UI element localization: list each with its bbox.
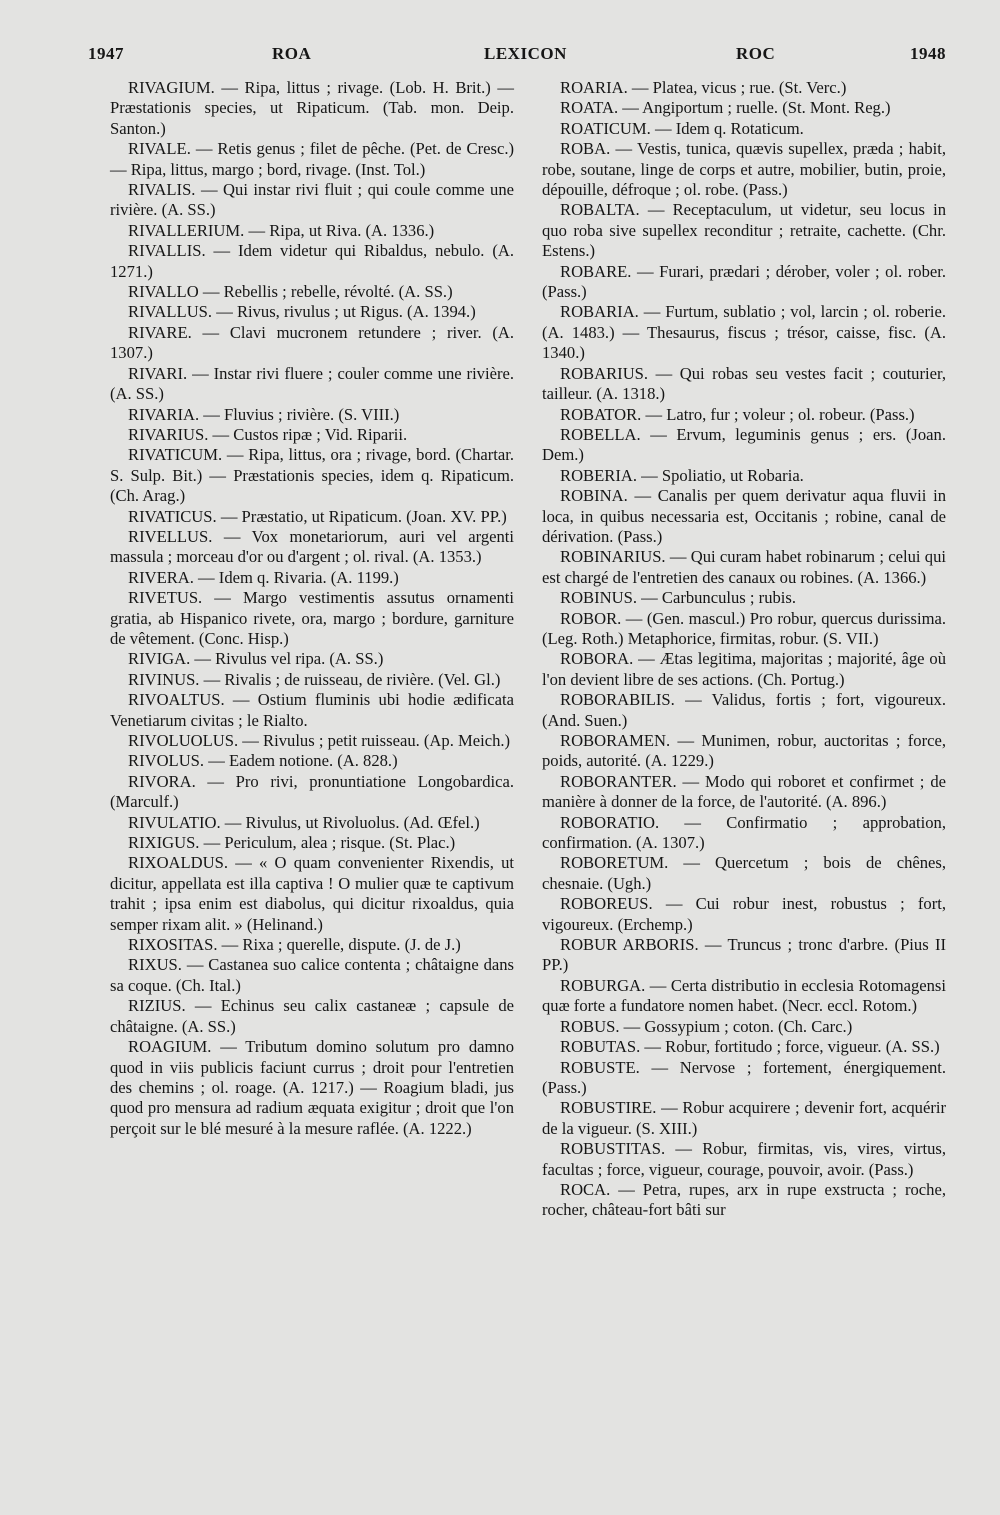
dictionary-entry: ROBINARIUS. — Qui curam habet robinarum ; celui qui est chargé de l'entretien des canaux ou robines. (A. 1366.) [542, 547, 946, 587]
dictionary-entry: ROBUSTIRE. — Robur acquirere ; devenir fort, acquérir de la vigueur. (S. XIII.) [542, 1098, 946, 1138]
dictionary-entry: ROATICUM. — Idem q. Rotaticum. [560, 118, 804, 138]
dictionary-entry: RIVORA. — Pro rivi, pronuntiatione Longobardica. (Marculf.) [110, 771, 514, 812]
dictionary-entry: ROBALTA. — Receptaculum, ut videtur, seu locus in quo roba sive supellex reconditur ; retraite, cachette. (Chr. Estens.) [542, 200, 946, 261]
dictionary-entry: ROCA. — Petra, rupes, arx in rupe exstructa ; roche, rocher, château-fort bâti sur [542, 1179, 946, 1220]
dictionary-entry: RIVAGIUM. — Ripa, littus ; rivage. (Lob. H. Brit.) — Præstationis species, ut Ripaticum. (Tab. mon. Deip. Santon.) [110, 78, 514, 138]
dictionary-entry: RIXOALDUS. — « O quam convenienter Rixendis, ut dicitur, appellata est illa captiva ! O mulier quæ te captivum trahit ; ipsa enim est diabolus, qui dicitur rixoaldus, quia semper rixam alit. » (Helinand.) [110, 853, 514, 934]
dictionary-entry: RIVATICUM. — Ripa, littus, ora ; rivage, bord. (Chartar. S. Sulp. Bit.) — Præstationis species, idem q. Ripaticum. (Ch. Arag.) [110, 445, 514, 506]
dictionary-entry: RIVARE. — Clavi mucronem retundere ; river. (A. 1307.) [110, 322, 514, 363]
dictionary-entry: ROBORETUM. — Quercetum ; bois de chênes, chesnaie. (Ugh.) [542, 853, 946, 893]
dictionary-entry: ROATA. — Angiportum ; ruelle. (St. Mont. Reg.) [560, 98, 891, 118]
dictionary-entry: ROBOREUS. — Cui robur inest, robustus ; fort, vigoureux. (Erchemp.) [542, 894, 946, 934]
dictionary-entry: RIVOALTUS. — Ostium fluminis ubi hodie ædificata Venetiarum civitas ; le Rialto. [110, 690, 514, 730]
dictionary-entry: RIVALLERIUM. — Ripa, ut Riva. (A. 1336.) [128, 220, 435, 240]
dictionary-entry: RIVULATIO. — Rivulus, ut Rivoluolus. (Ad. Œfel.) [128, 812, 480, 832]
dictionary-entry: ROBERIA. — Spoliatio, ut Robaria. [560, 465, 804, 485]
dictionary-entry: ROBINUS. — Carbunculus ; rubis. [560, 588, 796, 608]
dictionary-entry: RIZIUS. — Echinus seu calix castaneæ ; capsule de châtaigne. (A. SS.) [110, 996, 514, 1036]
dictionary-entry: RIVALLUS. — Rivus, rivulus ; ut Rigus. (A. 1394.) [128, 302, 476, 322]
left-guide-word: ROA [272, 44, 312, 63]
dictionary-entry: RIVINUS. — Rivalis ; de ruisseau, de rivière. (Vel. Gl.) [128, 669, 501, 689]
dictionary-entry: RIVELLUS. — Vox monetariorum, auri vel argenti massula ; morceau d'or ou d'argent ; ol. rival. (A. 1353.) [110, 526, 514, 567]
dictionary-entry: RIVETUS. — Margo vestimentis assutus ornamenti gratia, ab Hispanico rivete, ora, margo ; bordure, garniture de vêtement. (Conc. Hisp.) [110, 588, 514, 648]
dictionary-entry: RIXIGUS. — Periculum, alea ; risque. (St. Plac.) [128, 833, 456, 853]
dictionary-entry: ROBINA. — Canalis per quem derivatur aqua fluvii in loca, in quibus necessaria est, Occitanis ; robine, canal de dérivation. (Pass.) [542, 486, 946, 546]
dictionary-entry: ROBARIA. — Furtum, sublatio ; vol, larcin ; ol. roberie. (A. 1483.) — Thesaurus, fiscus ; trésor, caisse, fisc. (A. 1340.) [542, 302, 946, 363]
dictionary-entry: RIVOLUOLUS. — Rivulus ; petit ruisseau. (Ap. Meich.) [128, 731, 511, 750]
dictionary-entry: ROAGIUM. — Tributum domino solutum pro damno quod in viis publicis faciunt currus ; droit pour l'entretien des chemins ; ol. roage. (A. 1217.) — Roagium bladi, jus quod pro mensura ad radium æquata exigitur ; droit que l'on perçoit sur le blé mesuré à la mesure raflée. (A. 1222.) [110, 1037, 514, 1138]
dictionary-entry: RIVALE. — Retis genus ; filet de pêche. (Pet. de Cresc.) — Ripa, littus, margo ; bord, rivage. (Inst. Tol.) [110, 139, 514, 179]
dictionary-entry: ROBUSTE. — Nervose ; fortement, énergiquement. (Pass.) [542, 1057, 946, 1097]
dictionary-entry: ROBUR ARBORIS. — Truncus ; tronc d'arbre. (Pius II PP.) [542, 935, 946, 975]
dictionary-entry: RIVARIUS. — Custos ripæ ; Vid. Riparii. [128, 424, 408, 444]
dictionary-entry: RIXOSITAS. — Rixa ; querelle, dispute. (J. de J.) [128, 935, 461, 955]
dictionary-entry: ROBUTAS. — Robur, fortitudo ; force, vigueur. (A. SS.) [560, 1037, 940, 1057]
dictionary-entry: ROBARE. — Furari, prædari ; dérober, voler ; ol. rober. (Pass.) [542, 261, 946, 302]
dictionary-entry: RIVATICUS. — Præstatio, ut Ripaticum. (Joan. XV. PP.) [128, 506, 507, 526]
running-header [0, 44, 1000, 74]
dictionary-entry: ROBORABILIS. — Validus, fortis ; fort, vigoureux. (And. Suen.) [542, 690, 946, 730]
dictionary-entry: ROBUS. — Gossypium ; coton. (Ch. Carc.) [560, 1016, 853, 1036]
dictionary-entry: RIVERA. — Idem q. Rivaria. (A. 1199.) [128, 567, 399, 587]
dictionary-entry: RIVALIS. — Qui instar rivi fluit ; qui coule comme une rivière. (A. SS.) [110, 180, 514, 220]
dictionary-entry: RIVARI. — Instar rivi fluere ; couler comme une rivière. (A. SS.) [110, 363, 514, 404]
dictionary-entry: ROBOR. — (Gen. mascul.) Pro robur, quercus durissima. (Leg. Roth.) Metaphorice, firmitas, robur. (S. VII.) [542, 608, 946, 648]
header-title: LEXICON [484, 44, 567, 63]
right-column [542, 78, 946, 1221]
dictionary-entry: RIVALLIS. — Idem videtur qui Ribaldus, nebulo. (A. 1271.) [110, 241, 514, 281]
dictionary-entry: RIVOLUS. — Eadem notione. (A. 828.) [128, 751, 398, 771]
right-guide-word: ROC [736, 44, 776, 63]
dictionary-entry: ROBORAMEN. — Munimen, robur, auctoritas ; force, poids, autorité. (A. 1229.) [542, 731, 946, 771]
dictionary-entry: RIVALLO — Rebellis ; rebelle, révolté. (A. SS.) [128, 282, 453, 302]
right-page-number: 1948 [910, 44, 946, 63]
dictionary-entry: ROBURGA. — Certa distributio in ecclesia Rotomagensi quæ forte a fundatore nomen habet. (Necr. eccl. Rotom.) [542, 975, 946, 1016]
dictionary-entry: ROBELLA. — Ervum, leguminis genus ; ers. (Joan. Dem.) [542, 424, 946, 465]
dictionary-entry: RIVARIA. — Fluvius ; rivière. (S. VIII.) [128, 404, 400, 424]
dictionary-entry: ROARIA. — Platea, vicus ; rue. (St. Verc.) [560, 78, 847, 97]
dictionary-entry: ROBORA. — Ætas legitima, majoritas ; majorité, âge où l'on devient libre de ses actions. (Ch. Portug.) [542, 649, 946, 689]
dictionary-entry: ROBATOR. — Latro, fur ; voleur ; ol. robeur. (Pass.) [560, 404, 915, 424]
dictionary-entry: RIXUS. — Castanea suo calice contenta ; châtaigne dans sa coque. (Ch. Ital.) [110, 955, 514, 995]
dictionary-entry: ROBUSTITAS. — Robur, firmitas, vis, vires, virtus, facultas ; force, vigueur, courage, pouvoir, avoir. (Pass.) [542, 1139, 946, 1179]
dictionary-entry: ROBORANTER. — Modo qui roboret et confirmet ; de manière à donner de la force, de l'autorité. (A. 896.) [542, 771, 946, 812]
dictionary-entry: ROBORATIO. — Confirmatio ; approbation, confirmation. (A. 1307.) [542, 812, 946, 853]
left-column [110, 78, 514, 1139]
left-page-number: 1947 [88, 44, 124, 63]
dictionary-entry: ROBARIUS. — Qui robas seu vestes facit ; couturier, tailleur. (A. 1318.) [542, 363, 946, 404]
dictionary-entry: RIVIGA. — Rivulus vel ripa. (A. SS.) [128, 649, 384, 669]
dictionary-entry: ROBA. — Vestis, tunica, quævis supellex, præda ; habit, robe, soutane, linge de corps et autre, mobilier, butin, proie, dépouille, défroque ; ol. robe. (Pass.) [542, 139, 946, 200]
